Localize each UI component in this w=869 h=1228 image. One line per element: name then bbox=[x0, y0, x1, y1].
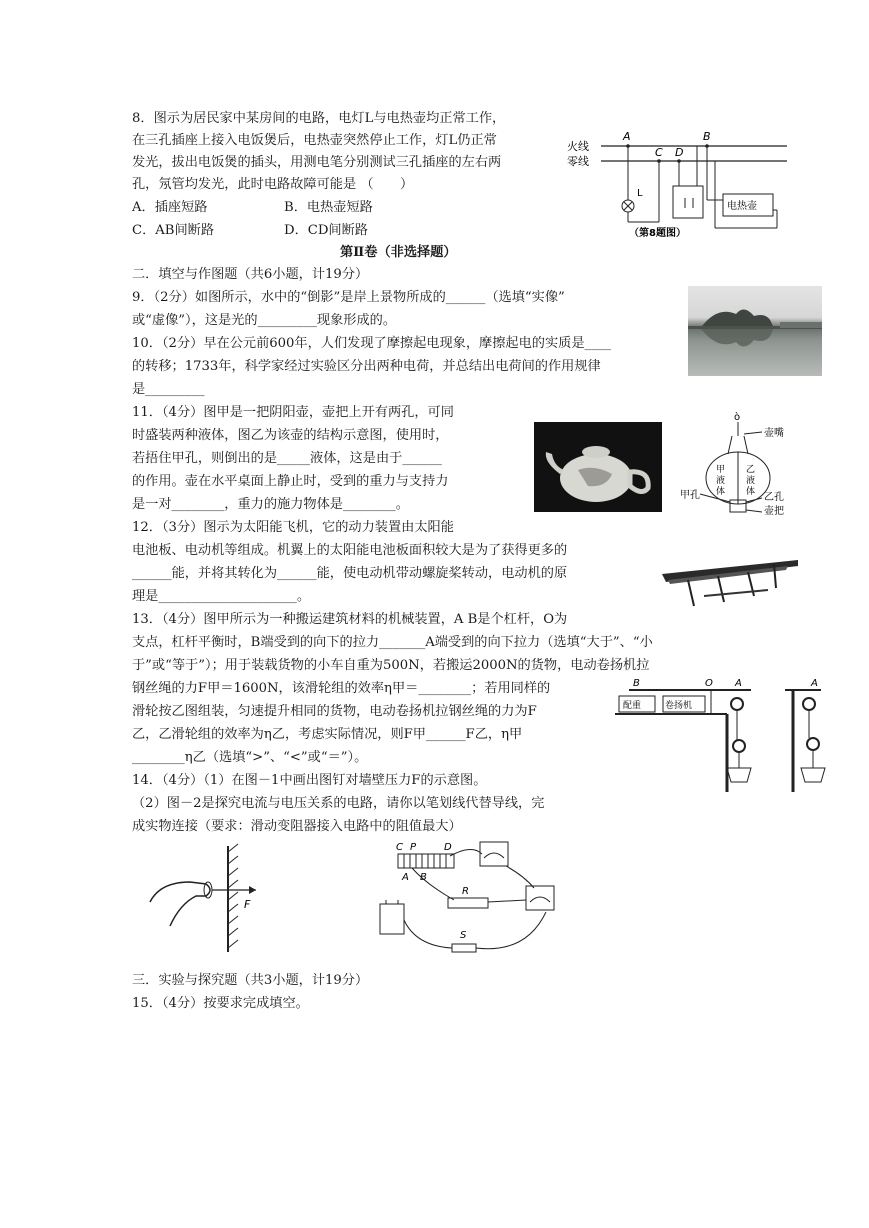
q13-line-4: 钢丝绳的力F甲＝1600N，该滑轮组的效率η甲＝________；若用同样的 bbox=[132, 681, 551, 696]
q9-line-2: 或“虚像”），这是光的_________现象形成的。 bbox=[132, 313, 397, 328]
q8-option-c: C．AB间断路 bbox=[132, 223, 215, 238]
spout-label: 壶嘴 bbox=[764, 428, 784, 439]
reflection-photo bbox=[688, 286, 822, 376]
lever-b-label: B bbox=[633, 678, 640, 689]
socket-symbol bbox=[673, 186, 703, 218]
q10-line-2: 的转移；1733年，科学家经过实验区分出两种电荷，并总结出电荷间的作用规律 bbox=[132, 359, 601, 374]
q9-line-1: 9．（2分）如图所示，水中的“倒影”是岸上景物所成的______（选填“实像” bbox=[132, 290, 565, 305]
crane-figure bbox=[615, 676, 845, 794]
switch-s-label: S bbox=[460, 930, 467, 941]
svg-text:ò: ò bbox=[734, 412, 741, 423]
q14-line-2: （2）图－2是探究电流与电压关系的电路，请你以笔划线代替导线，完 bbox=[132, 796, 545, 811]
rheostat-a-label: A bbox=[402, 872, 409, 883]
q12-line-4: 理是_____________________。 bbox=[132, 589, 311, 604]
liquid-a-label: 甲 bbox=[716, 465, 726, 475]
lamp-label: L bbox=[637, 188, 643, 199]
q8-circuit-figure bbox=[565, 128, 790, 240]
svg-text:体: 体 bbox=[716, 487, 726, 497]
q13-line-6: 乙，乙滑轮组的效率为η乙，考虑实际情况，则F甲______F乙，η甲 bbox=[132, 727, 523, 742]
teapot-structure-figure bbox=[680, 410, 800, 518]
thumbtack-figure bbox=[140, 842, 280, 954]
q11-line-1: 11．（4分）图甲是一把阴阳壶，壶把上开有两孔，可同 bbox=[132, 405, 454, 420]
q13-line-1: 13．（4分）图甲所示为一种搬运建筑材料的机械装置，A B是个杠杆，O为 bbox=[132, 612, 568, 627]
q8-option-a: A．插座短路 bbox=[132, 200, 208, 215]
winch-label: 卷扬机 bbox=[665, 701, 693, 711]
teapot-photo bbox=[534, 422, 662, 512]
q8-option-b: B．电热壶短路 bbox=[284, 200, 373, 215]
liquid-b-label: 乙 bbox=[746, 465, 756, 475]
q13-line-7: ________η乙（选填“>”、“<”或“＝”）。 bbox=[132, 750, 368, 765]
q11-line-2: 时盛装两种液体，图乙为该壶的结构示意图，使用时， bbox=[132, 428, 449, 443]
q8-line-3: 发光，拔出电饭煲的插头，用测电笔分别测试三孔插座的左右两 bbox=[132, 155, 502, 170]
counterweight-label: 配重 bbox=[623, 701, 642, 711]
q13-line-2: 支点，杠杆平衡时，B端受到的向下的拉力_______A端受到的向下拉力（选填“大于”、“小 bbox=[132, 635, 653, 650]
q8-line-4: 孔，氖管均发光，此时电路故障可能是 （ ） bbox=[132, 177, 414, 192]
part3-section-heading: 三．实验与探究题（共3小题，计19分） bbox=[132, 973, 369, 988]
q10-line-3: 是_________ bbox=[132, 382, 205, 397]
svg-text:体: 体 bbox=[746, 487, 756, 497]
circuit-wiring-figure bbox=[376, 836, 596, 962]
lever-a2-label: A bbox=[811, 678, 818, 689]
q14-line-3: 成实物连接（要求：滑动变阻器接入电路中的阻值最大） bbox=[132, 819, 462, 834]
rheostat-p-label: P bbox=[410, 842, 417, 853]
hole-a-label: 甲孔 bbox=[680, 490, 700, 501]
q11-line-4: 的作用。壶在水平桌面上静止时，受到的重力与支持力 bbox=[132, 474, 449, 489]
part2-title: 第Ⅱ卷（非选择题） bbox=[340, 245, 457, 260]
zero-line-label: 零线 bbox=[567, 155, 589, 168]
rheostat-b-label: B bbox=[420, 872, 427, 883]
q8-line-2: 在三孔插座上接入电饭煲后，电热壶突然停止工作，灯L仍正常 bbox=[132, 133, 497, 148]
q12-line-1: 12．（3分）图示为太阳能飞机，它的动力装置由太阳能 bbox=[132, 520, 454, 535]
q14-line-1: 14．（4分）（1）在图－1中画出图钉对墙壁压力F的示意图。 bbox=[132, 773, 487, 788]
resistor-r-label: R bbox=[462, 886, 469, 897]
fire-line-label: 火线 bbox=[567, 140, 589, 153]
point-b-label: B bbox=[703, 130, 711, 143]
q11-line-5: 是一对________，重力的施力物体是________。 bbox=[132, 497, 409, 512]
q8-figure-caption: （第8题图） bbox=[629, 228, 686, 239]
q11-line-3: 若捂住甲孔，则倒出的是_____液体，这是由于______ bbox=[132, 451, 442, 466]
point-a-label: A bbox=[623, 130, 631, 143]
rheostat-c-label: C bbox=[396, 842, 403, 853]
q13-line-5: 滑轮按乙图组装，匀速提升相同的货物，电动卷扬机拉钢丝绳的力为F bbox=[132, 704, 537, 719]
lever-a-label: A bbox=[735, 678, 742, 689]
force-f-label: F bbox=[244, 898, 251, 911]
q8-line-1: 8．图示为居民家中某房间的电路，电灯L与电热壶均正常工作， bbox=[132, 111, 506, 126]
q12-line-2: 电池板、电动机等组成。机翼上的太阳能电池板面积较大是为了获得更多的 bbox=[132, 543, 568, 558]
point-c-label: C bbox=[655, 146, 663, 159]
hole-b-label: 乙孔 bbox=[764, 492, 784, 503]
q15-line: 15．（4分）按要求完成填空。 bbox=[132, 996, 309, 1011]
q12-line-3: ______能，并将其转化为______能，使电动机带动螺旋桨转动，电动机的原 bbox=[132, 566, 568, 581]
fulcrum-o-label: O bbox=[705, 678, 713, 689]
q10-line-1: 10．（2分）早在公元前600年，人们发现了摩擦起电现象，摩擦起电的实质是____ bbox=[132, 336, 611, 351]
q13-line-3: 于”或“等于”）；用于装载货物的小车自重为500N，若搬运2000N的货物，电动卷扬机拉 bbox=[132, 658, 650, 673]
svg-text:液: 液 bbox=[746, 476, 756, 486]
part2-section-heading: 二．填空与作图题（共6小题，计19分） bbox=[132, 267, 369, 282]
q8-option-d: D．CD间断路 bbox=[284, 223, 368, 238]
solar-plane-photo bbox=[658, 546, 802, 618]
rheostat-d-label: D bbox=[444, 842, 452, 853]
point-d-label: D bbox=[675, 146, 684, 159]
kettle-label: 电热壶 bbox=[727, 201, 757, 212]
handle-label: 壶把 bbox=[764, 506, 784, 517]
svg-text:液: 液 bbox=[716, 476, 726, 486]
